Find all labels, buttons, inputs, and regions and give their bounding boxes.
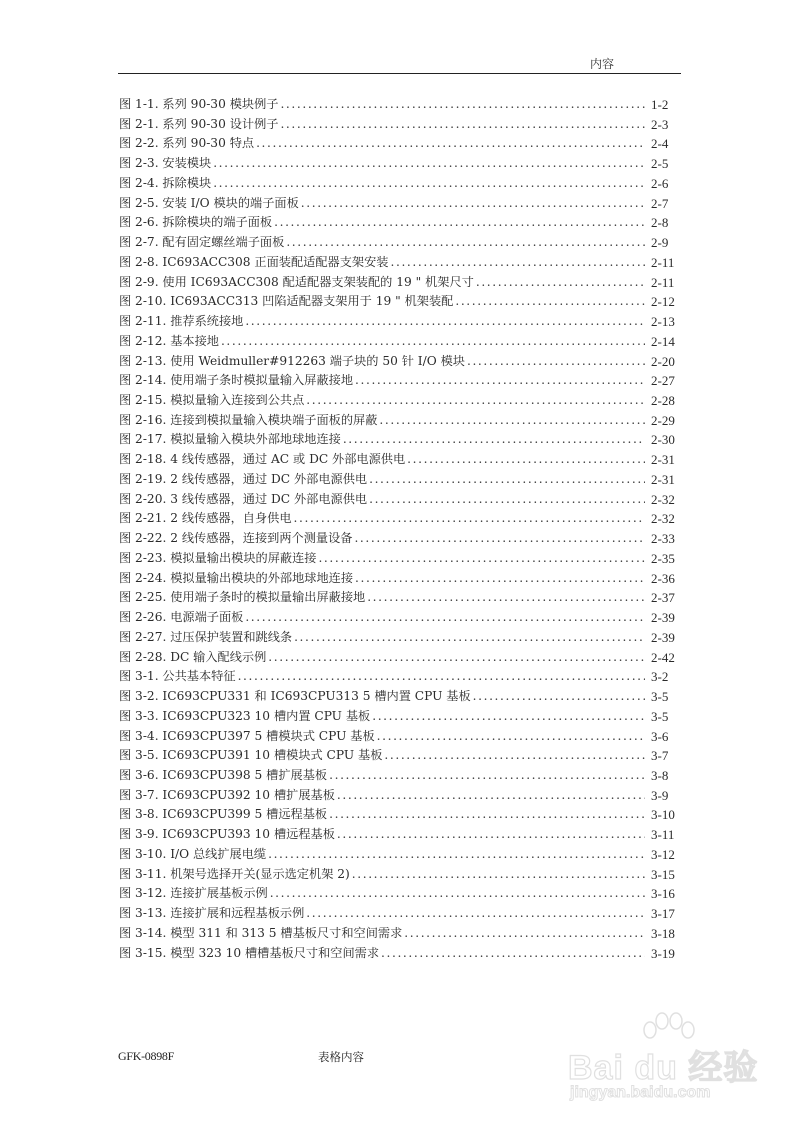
toc-entry: [119, 411, 679, 431]
toc-entry-page: 1-2: [651, 97, 669, 112]
toc-entry: [119, 509, 679, 529]
toc-entry-label: 图 2-18. 4 线传感器，通过 AC 或 DC 外部电源供电: [119, 452, 406, 467]
toc-entry-label: 图 2-7. 配有固定螺丝端子面板: [119, 235, 285, 250]
toc-entry-page: 3-2: [651, 669, 669, 685]
toc-entry-label: 图 2-26. 电源端子面板: [119, 610, 244, 625]
toc-entry-label: 图 3-11. 机架号选择开关(显示选定机架 2): [119, 866, 350, 881]
dot-leader: [294, 628, 645, 648]
dot-leader: [384, 746, 645, 766]
toc-entry: [119, 667, 679, 687]
dot-leader: [245, 608, 645, 628]
toc-entry: [119, 845, 679, 865]
dot-leader: [256, 134, 645, 154]
toc-entry: [119, 865, 679, 885]
toc-entry-page: 2-32: [651, 511, 675, 527]
toc-entry: [119, 746, 679, 766]
dot-leader: [407, 450, 645, 470]
toc-entry: [119, 174, 679, 194]
dot-leader: [473, 687, 645, 707]
dot-leader: [245, 312, 645, 332]
toc-entry: [119, 470, 679, 490]
toc-entry-label: 图 3-4. IC693CPU397 5 槽模块式 CPU 基板: [119, 728, 375, 743]
toc-entry-page: 2-3: [651, 116, 669, 132]
toc-entry-page: 3-10: [651, 807, 675, 823]
dot-leader: [367, 588, 645, 608]
dot-leader: [286, 233, 645, 253]
toc-entry: [119, 194, 679, 214]
toc-entry: [119, 391, 679, 411]
toc-entry-label: 图 3-10. I/O 总线扩展电缆: [119, 846, 267, 861]
toc-entry: [119, 549, 679, 569]
toc-entry: [119, 529, 679, 549]
toc-entry-label: 图 2-24. 模拟量输出模块的外部地球地连接: [119, 570, 354, 585]
toc-entry: [119, 253, 679, 273]
toc-entry: [119, 608, 679, 628]
toc-entry-label: 图 2-5. 安装 I/O 模块的端子面板: [119, 195, 299, 210]
toc-entry-label: 图 2-6. 拆除模块的端子面板: [119, 215, 273, 230]
toc-entry: [119, 727, 679, 747]
dot-leader: [343, 430, 645, 450]
toc-entry-page: 2-13: [651, 314, 675, 330]
toc-entry-page: 2-11: [651, 274, 675, 290]
toc-entry-label: 图 3-12. 连接扩展基板示例: [119, 886, 268, 901]
dot-leader: [274, 213, 645, 233]
toc-entry: [119, 115, 679, 135]
footer-doc-code: GFK-0898F: [118, 1049, 174, 1063]
toc-entry-label: 图 2-22. 2 线传感器，连接到两个测量设备: [119, 531, 353, 546]
dot-leader: [476, 273, 645, 293]
toc-entry: [119, 95, 679, 115]
dot-leader: [337, 786, 645, 806]
dot-leader: [213, 174, 645, 194]
toc-entry: [119, 490, 679, 510]
dot-leader: [213, 154, 645, 174]
toc-entry-page: 2-33: [651, 531, 675, 547]
toc-entry: [119, 371, 679, 391]
toc-entry-page: 3-17: [651, 906, 675, 922]
toc-entry-page: 3-16: [651, 886, 675, 902]
dot-leader: [337, 825, 645, 845]
dot-leader: [301, 194, 645, 214]
toc-entry: [119, 884, 679, 904]
table-of-figures: [119, 95, 679, 963]
toc-entry-label: 图 3-14. 模型 311 和 313 5 槽基板尺寸和空间需求: [119, 925, 403, 940]
toc-entry-page: 3-9: [651, 787, 669, 803]
toc-entry-page: 2-14: [651, 333, 675, 349]
toc-entry: [119, 786, 679, 806]
toc-entry: [119, 134, 679, 154]
toc-entry-page: 3-11: [651, 827, 675, 843]
dot-leader: [377, 727, 645, 747]
toc-entry-label: 图 2-28. DC 输入配线示例: [119, 649, 267, 664]
toc-entry-label: 图 2-3. 安装模块: [119, 156, 212, 171]
dot-leader: [306, 904, 645, 924]
toc-entry-label: 图 2-27. 过压保护装置和跳线条: [119, 629, 293, 644]
toc-entry: [119, 233, 679, 253]
toc-entry: [119, 154, 679, 174]
toc-entry: [119, 628, 679, 648]
toc-entry-page: 2-31: [651, 471, 675, 487]
toc-entry: [119, 273, 679, 293]
toc-entry-label: 图 2-8. IC693ACC308 正面装配适配器支架安装: [119, 254, 389, 269]
toc-entry-page: 2-39: [651, 610, 675, 626]
toc-entry: [119, 312, 679, 332]
toc-entry-page: 3-12: [651, 846, 675, 862]
baidu-jingyan-watermark: [560, 1012, 760, 1112]
dot-leader: [270, 884, 645, 904]
dot-leader: [306, 391, 645, 411]
toc-entry-page: 2-6: [651, 175, 669, 191]
dot-leader: [381, 944, 645, 964]
dot-leader: [455, 292, 645, 312]
dot-leader: [391, 253, 646, 273]
dot-leader: [280, 95, 645, 115]
dot-leader: [329, 805, 645, 825]
toc-entry-page: 3-5: [651, 689, 669, 705]
toc-entry-label: 图 2-1. 系列 90-30 设计例子: [119, 116, 279, 131]
toc-entry-label: 图 2-17. 模拟量输入模块外部地球地连接: [119, 432, 341, 447]
dot-leader: [369, 490, 645, 510]
page-header-title: 内容: [590, 57, 615, 71]
toc-entry: [119, 924, 679, 944]
toc-entry: [119, 648, 679, 668]
toc-entry-page: 2-4: [651, 136, 669, 152]
toc-entry: [119, 332, 679, 352]
toc-entry: [119, 707, 679, 727]
footer-section-title: 表格内容: [318, 1050, 364, 1064]
toc-entry-page: 2-30: [651, 432, 675, 448]
toc-entry: [119, 450, 679, 470]
dot-leader: [329, 766, 645, 786]
dot-leader: [369, 470, 645, 490]
toc-entry-page: 2-9: [651, 235, 669, 251]
toc-entry-label: 图 2-11. 推荐系统接地: [119, 314, 244, 329]
toc-entry-page: 2-7: [651, 195, 669, 211]
toc-entry-page: 2-29: [651, 412, 675, 428]
toc-entry-page: 3-5: [651, 708, 669, 724]
toc-entry-label: 图 3-6. IC693CPU398 5 槽扩展基板: [119, 767, 328, 782]
toc-entry-page: 2-5: [651, 156, 669, 172]
toc-entry: [119, 430, 679, 450]
toc-entry-page: 3-19: [651, 945, 675, 961]
toc-entry-label: 图 3-9. IC693CPU393 10 槽远程基板: [119, 827, 335, 842]
toc-entry-page: 2-20: [651, 353, 675, 369]
toc-entry: [119, 766, 679, 786]
toc-entry-label: 图 2-15. 模拟量输入连接到公共点: [119, 393, 305, 408]
toc-entry-page: 2-32: [651, 491, 675, 507]
toc-entry: [119, 588, 679, 608]
toc-entry-page: 3-8: [651, 767, 669, 783]
dot-leader: [379, 411, 645, 431]
watermark-url: jingyan.baidu.com: [570, 1084, 711, 1101]
toc-entry-page: 2-28: [651, 393, 675, 409]
toc-entry-label: 图 3-2. IC693CPU331 和 IC693CPU313 5 槽内置 CPU 基板: [119, 689, 471, 704]
toc-entry-label: 图 2-4. 拆除模块: [119, 175, 212, 190]
header-divider: [118, 73, 681, 74]
dot-leader: [238, 667, 645, 687]
toc-entry-label: 图 3-1. 公共基本特征: [119, 669, 236, 684]
toc-entry-page: 2-27: [651, 373, 675, 389]
toc-entry-page: 2-31: [651, 452, 675, 468]
toc-entry-label: 图 2-16. 连接到模拟量输入模块端子面板的屏蔽: [119, 412, 378, 427]
dot-leader: [467, 352, 645, 372]
toc-entry-label: 图 2-12. 基本接地: [119, 333, 219, 348]
toc-entry: [119, 352, 679, 372]
dot-leader: [352, 865, 645, 885]
toc-entry-label: 图 3-3. IC693CPU323 10 槽内置 CPU 基板: [119, 708, 371, 723]
toc-entry-label: 图 2-19. 2 线传感器，通过 DC 外部电源供电: [119, 471, 368, 486]
toc-entry: [119, 213, 679, 233]
toc-entry-label: 图 3-7. IC693CPU392 10 槽扩展基板: [119, 787, 335, 802]
toc-entry-page: 2-12: [651, 294, 675, 310]
toc-entry: [119, 825, 679, 845]
toc-entry-page: 2-8: [651, 215, 669, 231]
toc-entry-page: 2-11: [651, 254, 675, 270]
dot-leader: [354, 529, 645, 549]
dot-leader: [404, 924, 645, 944]
toc-entry-page: 3-7: [651, 748, 669, 764]
toc-entry-label: 图 3-13. 连接扩展和远程基板示例: [119, 906, 305, 921]
toc-entry-label: 图 3-15. 模型 323 10 槽槽基板尺寸和空间需求: [119, 945, 380, 960]
toc-entry: [119, 569, 679, 589]
toc-entry-label: 图 3-8. IC693CPU399 5 槽远程基板: [119, 807, 328, 822]
toc-entry: [119, 687, 679, 707]
dot-leader: [268, 648, 645, 668]
dot-leader: [318, 549, 645, 569]
toc-entry-page: 2-37: [651, 590, 675, 606]
toc-entry-page: 3-18: [651, 925, 675, 941]
toc-entry-page: 2-42: [651, 649, 675, 665]
toc-entry-label: 图 2-14. 使用端子条时模拟量输入屏蔽接地: [119, 373, 354, 388]
dot-leader: [221, 332, 645, 352]
toc-entry-label: 图 2-21. 2 线传感器，自身供电: [119, 511, 292, 526]
toc-entry: [119, 292, 679, 312]
toc-entry-page: 2-35: [651, 550, 675, 566]
toc-entry-label: 图 2-25. 使用端子条时的模拟量输出屏蔽接地: [119, 590, 366, 605]
dot-leader: [355, 371, 645, 391]
dot-leader: [280, 115, 645, 135]
toc-entry-page: 2-39: [651, 629, 675, 645]
toc-entry: [119, 805, 679, 825]
toc-entry-label: 图 2-20. 3 线传感器，通过 DC 外部电源供电: [119, 491, 368, 506]
toc-entry-label: 图 2-2. 系列 90-30 特点: [119, 136, 255, 151]
watermark-brand: Bai du 经验: [568, 1049, 759, 1087]
toc-entry-label: 图 3-5. IC693CPU391 10 槽模块式 CPU 基板: [119, 748, 383, 763]
toc-entry-page: 3-6: [651, 728, 669, 744]
dot-leader: [268, 845, 645, 865]
toc-entry-label: 图 2-9. 使用 IC693ACC308 配适配器支架装配的 19 " 机架尺寸: [119, 274, 474, 289]
toc-entry-page: 3-15: [651, 866, 675, 882]
dot-leader: [294, 509, 645, 529]
dot-leader: [355, 569, 645, 589]
toc-entry-label: 图 1-1. 系列 90-30 模块例子: [119, 97, 279, 111]
toc-entry-label: 图 2-10. IC693ACC313 凹陷适配器支架用于 19 " 机架装配: [119, 294, 454, 309]
toc-entry: [119, 904, 679, 924]
dot-leader: [372, 707, 645, 727]
toc-entry: [119, 944, 679, 964]
toc-entry-page: 2-36: [651, 570, 675, 586]
toc-entry-label: 图 2-13. 使用 Weidmuller#912263 端子块的 50 针 I/O 模块: [119, 353, 465, 368]
toc-entry-label: 图 2-23. 模拟量输出模块的屏蔽连接: [119, 550, 317, 565]
